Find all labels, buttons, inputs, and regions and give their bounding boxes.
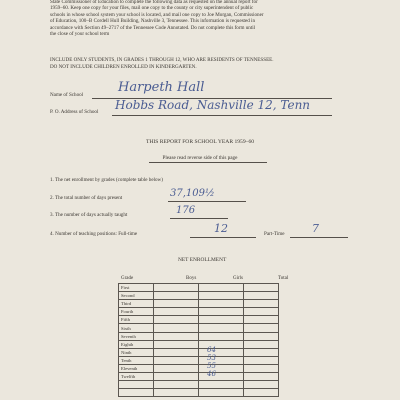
grade-cell: Seventh: [119, 332, 154, 340]
table-row: [119, 356, 279, 364]
grade-cell: Tenth: [119, 356, 154, 364]
grade-cell: Twelfth: [119, 373, 154, 381]
girls-cell[interactable]: [199, 353, 244, 364]
blank-cell[interactable]: [119, 381, 154, 389]
total-cell[interactable]: [244, 316, 279, 324]
table-row: [119, 284, 279, 292]
boys-cell[interactable]: [154, 300, 199, 308]
girls-cell[interactable]: [199, 340, 244, 348]
boys-cell[interactable]: [154, 340, 199, 348]
table-row: [119, 348, 279, 356]
table-row: [119, 340, 279, 348]
reverse-note: Please read reverse side of this page: [162, 155, 238, 161]
header-girls: Girls: [233, 276, 243, 281]
grade-cell: Second: [119, 292, 154, 300]
grade-cell: Eighth: [119, 340, 154, 348]
intro-line-5: accordance with Section 49–2717 of the Tennessee Code Annotated. Do not complete this form until: [50, 25, 256, 31]
boys-cell[interactable]: [154, 292, 199, 300]
table-row: [119, 292, 279, 300]
grade-cell: Eleventh: [119, 364, 154, 372]
total-cell[interactable]: [244, 300, 279, 308]
item-3-underline: [170, 218, 228, 219]
girls-cell[interactable]: [199, 316, 244, 324]
table-row: [119, 381, 279, 389]
header-grade: Grade: [121, 276, 134, 281]
school-address-label: P. O. Address of School: [50, 109, 99, 115]
grade-cell: Sixth: [119, 324, 154, 332]
table-row: [119, 308, 279, 316]
total-cell[interactable]: [244, 284, 279, 292]
boys-cell[interactable]: [154, 324, 199, 332]
grade-cell: Fourth: [119, 308, 154, 316]
boys-cell[interactable]: [154, 308, 199, 316]
girls-cell[interactable]: [199, 324, 244, 332]
blank-cell[interactable]: [154, 389, 199, 397]
header-boys: Boys: [186, 276, 197, 281]
total-cell[interactable]: [244, 364, 279, 372]
total-cell[interactable]: [244, 340, 279, 348]
girls-cell[interactable]: [199, 300, 244, 308]
table-title: NET ENROLLMENT: [178, 257, 227, 263]
item-4-fulltime-underline: [190, 237, 256, 238]
item-1: 1. The net enrollment by grades (complete table below): [50, 177, 163, 183]
grade-cell: First: [119, 284, 154, 292]
table-row: [119, 324, 279, 332]
intro-line-6: the close of your school term: [50, 31, 110, 37]
grade-cell: Fifth: [119, 316, 154, 324]
girls-cell[interactable]: [199, 332, 244, 340]
girls-cell[interactable]: [199, 308, 244, 316]
table-row: [119, 332, 279, 340]
header-total: Total: [278, 276, 289, 281]
girls-value: 55: [207, 361, 216, 370]
intro-line-4: of Education, 100–B Cordell Hull Building, Nashville 3, Tennessee. This information is requested in: [50, 18, 256, 24]
intro-line-2: 1959–60. Keep one copy for your files, mail one copy to the county or city superintendent of public: [50, 5, 254, 11]
girls-value: 46: [207, 370, 216, 379]
days-present-value[interactable]: 37,109½: [170, 188, 215, 199]
school-address-underline: [112, 115, 332, 116]
school-address-value[interactable]: Hobbs Road, Nashville 12, Tenn: [115, 98, 311, 112]
total-cell[interactable]: [244, 324, 279, 332]
table-row: [119, 300, 279, 308]
boys-cell[interactable]: [154, 373, 199, 381]
girls-cell[interactable]: [199, 361, 244, 372]
enrollment-table: [118, 283, 279, 397]
girls-value: 64: [207, 345, 216, 354]
instruction-line-1: INCLUDE ONLY STUDENTS, IN GRADES 1 THROUGH 12, WHO ARE RESIDENTS OF TENNESSEE.: [50, 57, 274, 63]
school-name-value[interactable]: Harpeth Hall: [118, 80, 205, 95]
item-3-label: 3. The number of days actually taught: [50, 212, 128, 218]
total-cell[interactable]: [244, 308, 279, 316]
blank-cell[interactable]: [199, 381, 244, 389]
table-row: [119, 389, 279, 397]
girls-cell[interactable]: [199, 292, 244, 300]
total-cell[interactable]: [244, 348, 279, 356]
intro-line-1: State Commissioner of Education to complete the following data as requested on the annual report for: [50, 0, 258, 5]
reverse-note-underline: [149, 162, 267, 163]
item-4-parttime-underline: [290, 237, 348, 238]
girls-cell[interactable]: [199, 284, 244, 292]
blank-cell[interactable]: [244, 389, 279, 397]
grade-cell: Third: [119, 300, 154, 308]
school-name-label: Name of School: [50, 92, 84, 98]
total-cell[interactable]: [244, 292, 279, 300]
days-taught-value[interactable]: 176: [176, 205, 196, 216]
total-cell[interactable]: [244, 356, 279, 364]
blank-cell[interactable]: [244, 381, 279, 389]
table-row: [119, 316, 279, 324]
boys-cell[interactable]: [154, 332, 199, 340]
intro-line-3: schools in whose school system your school is located, and mail one copy to Joe Morgan, Commissioner: [50, 12, 264, 18]
blank-cell[interactable]: [199, 389, 244, 397]
instruction-line-2: DO NOT INCLUDE CHILDREN ENROLLED IN KINDERGARTEN.: [50, 64, 197, 70]
item-2-label: 2. The total number of days present: [50, 195, 123, 201]
boys-cell[interactable]: [154, 284, 199, 292]
boys-cell[interactable]: [154, 348, 199, 356]
grade-cell: Ninth: [119, 348, 154, 356]
boys-cell[interactable]: [154, 364, 199, 372]
item-4-parttime-label: Part-Time: [264, 231, 285, 237]
blank-cell[interactable]: [154, 381, 199, 389]
girls-cell[interactable]: [199, 370, 244, 381]
item-4-label: 4. Number of teaching positions: Full-time: [50, 231, 138, 237]
blank-cell[interactable]: [119, 389, 154, 397]
table-row: [119, 373, 279, 381]
girls-value: 53: [207, 353, 216, 362]
total-cell[interactable]: [244, 332, 279, 340]
report-title: THIS REPORT FOR SCHOOL YEAR 1959–60: [145, 139, 255, 145]
girls-cell[interactable]: [199, 345, 244, 356]
fulltime-value[interactable]: 12: [214, 222, 228, 235]
boys-cell[interactable]: [154, 316, 199, 324]
total-cell[interactable]: [244, 373, 279, 381]
item-2-underline: [168, 201, 246, 202]
parttime-value[interactable]: 7: [312, 222, 319, 235]
table-row: [119, 364, 279, 372]
boys-cell[interactable]: [154, 356, 199, 364]
